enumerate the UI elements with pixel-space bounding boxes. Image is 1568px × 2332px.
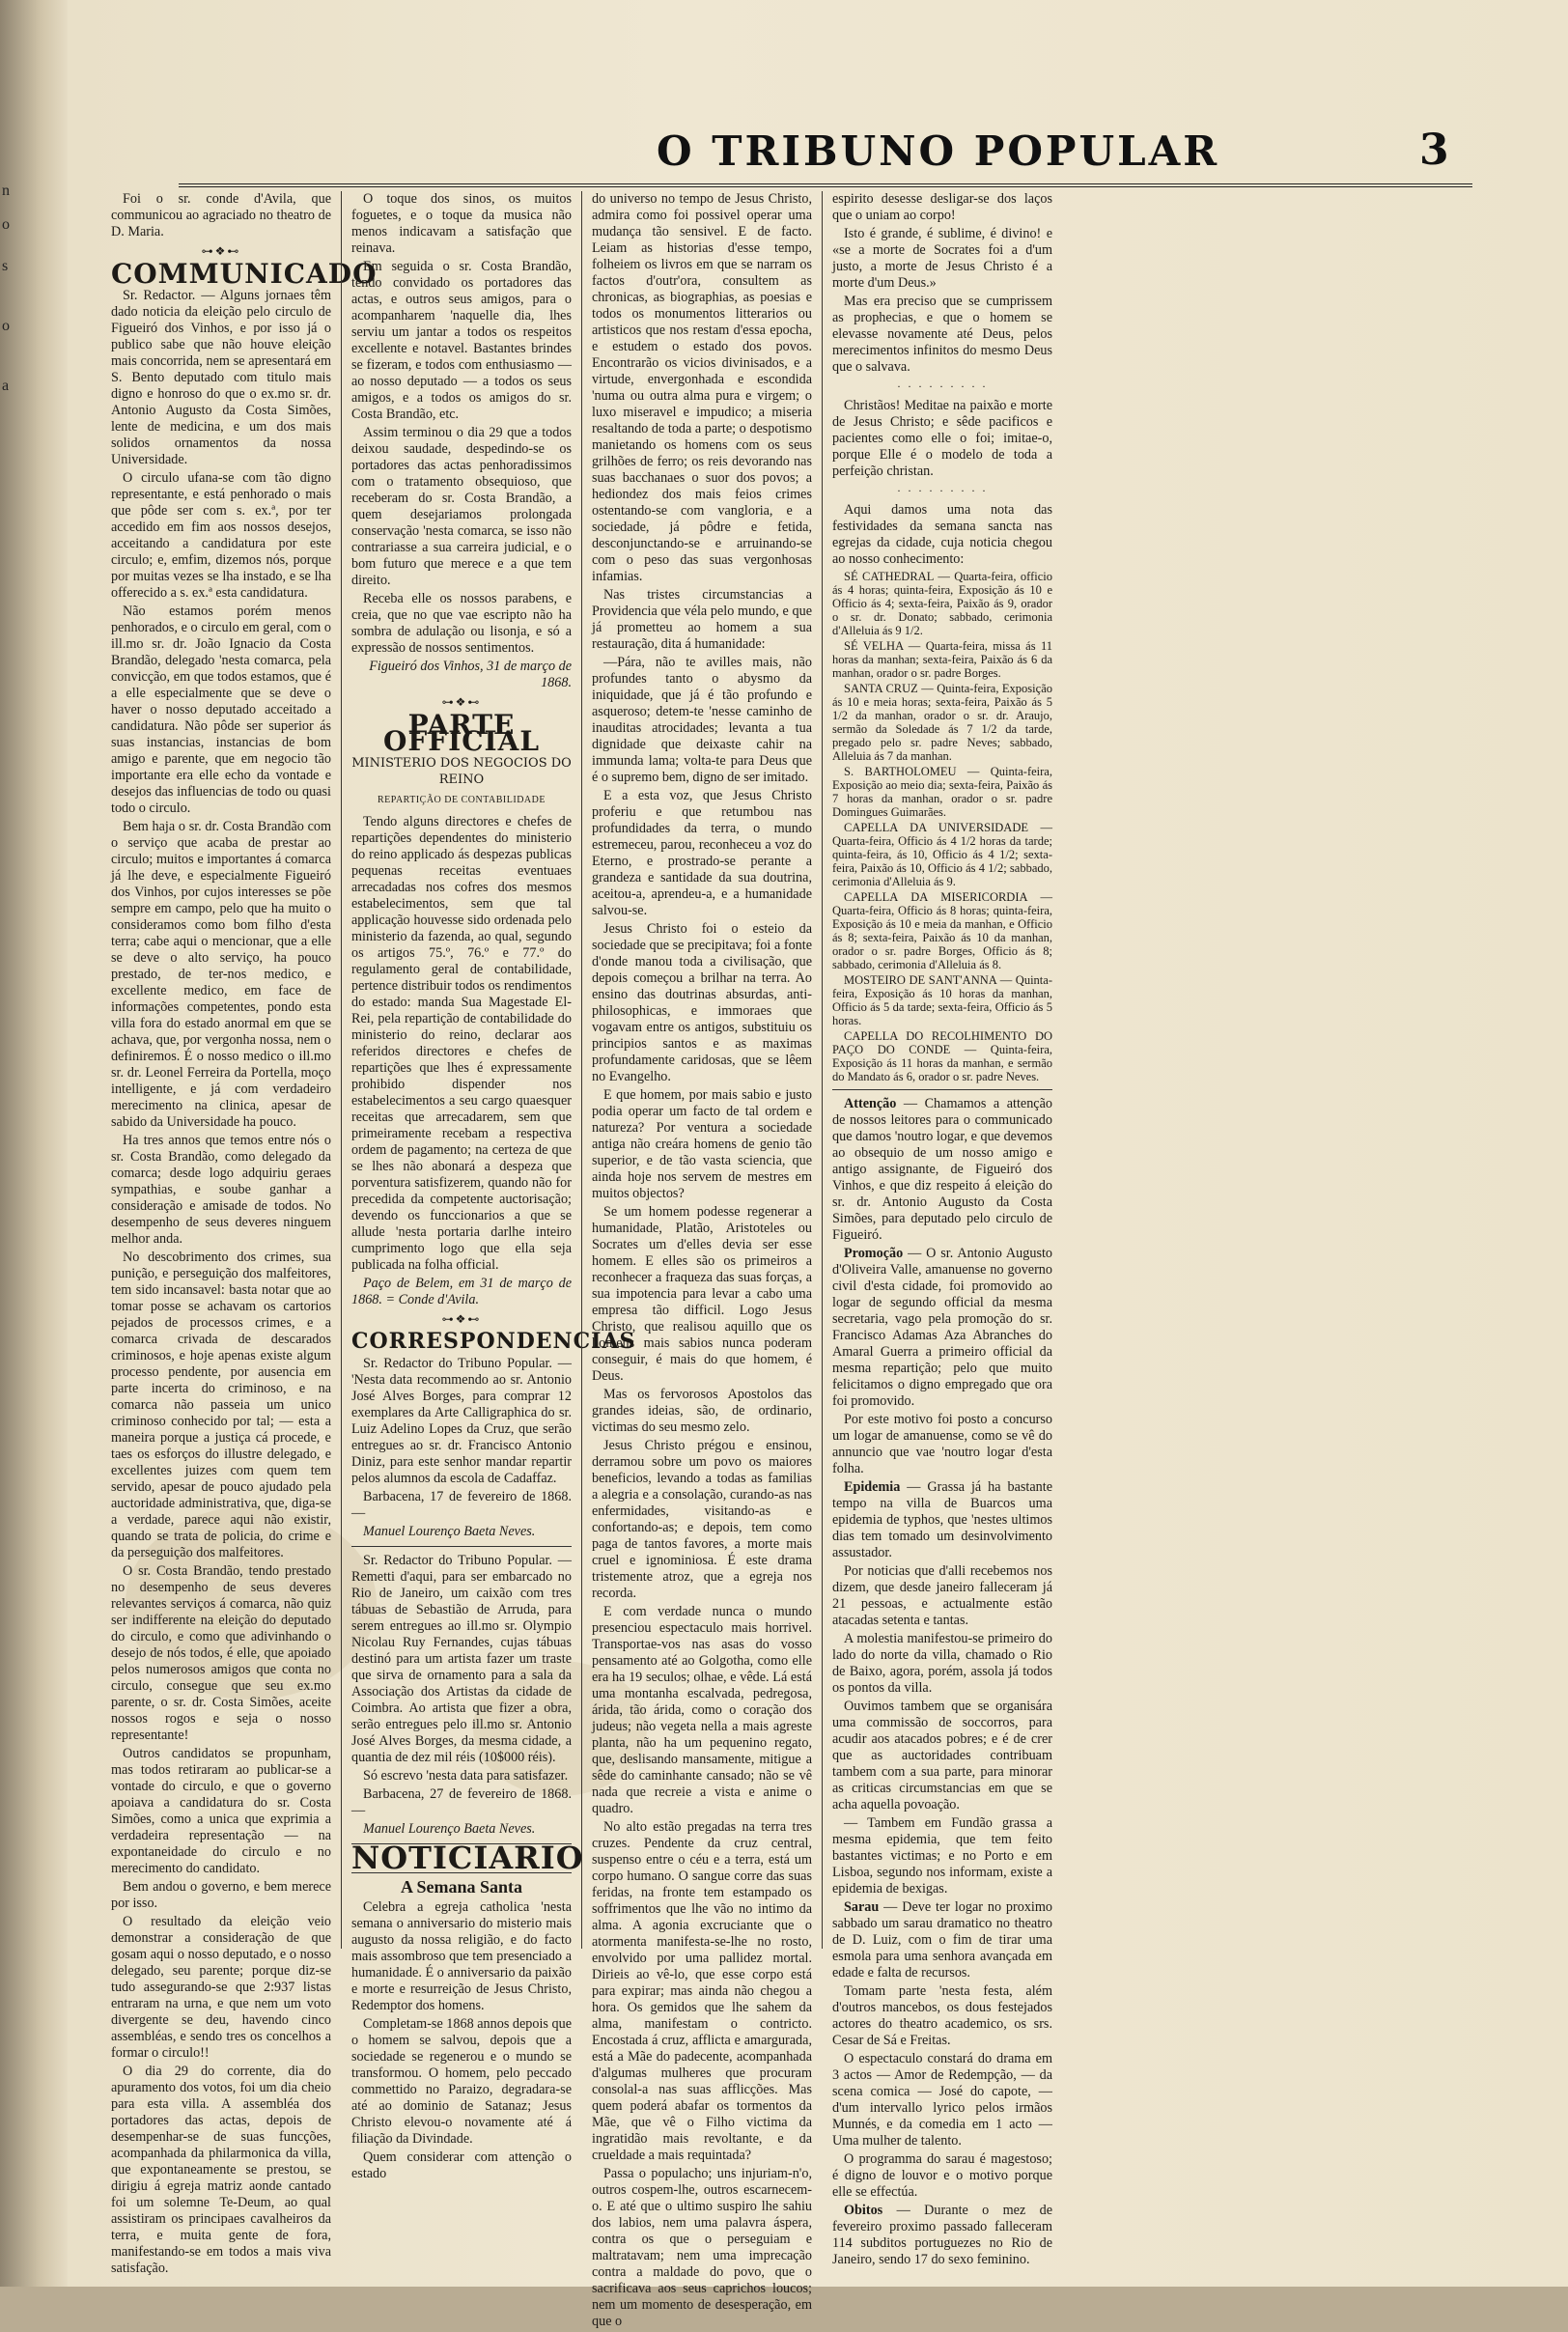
news-label: Sarau bbox=[844, 1899, 880, 1915]
column-4 bbox=[832, 191, 1052, 2270]
ornament-divider: ⊶❖⊷ bbox=[441, 695, 482, 709]
paragraph: O sr. Costa Brandão, tendo prestado no desempenho de seus deveres relevantes serviços á comarca, não quiz ser indifferente na eleição do deputado do circulo, e como que adivinhando o desejo de nós todos, é elle, que apoiado pelos numerosos amigos que conta no circulo, consegue que seu ex.mo parente, o sr. dr. Costa Simões, aceite nossos rogos e seja o nosso representante! bbox=[111, 1563, 331, 1743]
paragraph: Bem andou o governo, e bem merece por isso. bbox=[111, 1879, 331, 1911]
ornament-divider: ⊶❖⊷ bbox=[201, 244, 241, 258]
news-item-attencao bbox=[832, 1096, 1052, 1244]
column-1 bbox=[111, 191, 378, 2279]
paragraph: Não estamos porém menos penhorados, e o circulo em geral, com o ill.mo sr. dr. João Ignacio da Costa Brandão, delegado 'nesta comarca, pela convicção, em que todos estamos, que é a elle especialmente que se deve o haver o nosso deputado acceitado a candidatura. Não pôde ser superior ás suas instancias, instancias de bom amigo e parente, que em negocio tão importante era elle echo da vontade e desejos das influencias de todo ou quasi todo o circulo. bbox=[111, 604, 331, 816]
festivity-item: CAPELLA DA UNIVERSIDADE — Quarta-feira, Officio ás 4 1/2 horas da tarde; quinta-feira, ás 10, Officio ás 4 1/2; sexta-feira, Paixão ás 10, Officio ás 4 1/2; sabbado, cerimonia d'Alleluia ás 9. bbox=[832, 821, 1052, 888]
column-rule bbox=[581, 191, 582, 1949]
paragraph: O toque dos sinos, os muitos foguetes, e o toque da musica não menos indicavam a satisfação que reinava. bbox=[351, 191, 572, 256]
paragraph: Jesus Christo foi o esteio da sociedade que se precipitava; foi a fonte d'onde manou toda a civilisação, que depois começou a brilhar na terra. Ao ensino das doutrinas absurdas, anti-philosophicas, e immoraes que vogavam entre os antigos, substituiu os principios santos e as maximas profundamente caridosas, que se lêem no Evangelho. bbox=[592, 921, 812, 1084]
section-heading-noticiario: NOTICIARIO bbox=[351, 1840, 584, 1876]
paragraph: A molestia manifestou-se primeiro do lado do norte da villa, chamado o Rio de Baixo, agora, porém, assola já todos os pontos da villa. bbox=[832, 1631, 1052, 1696]
paragraph: Por noticias que d'alli recebemos nos dizem, que desde janeiro falleceram já 21 pessoas, e actualmente estão atacadas setenta e tantas. bbox=[832, 1563, 1052, 1628]
news-text: — Durante o mez de fevereiro proximo passado falleceram 114 subditos portuguezes no Rio de Janeiro, sendo 17 do sexo feminino. bbox=[832, 2203, 1052, 2267]
paragraph: Aqui damos uma nota das festividades da semana sancta nas egrejas da cidade, cuja noticia chegou ao nosso conhecimento: bbox=[832, 502, 1052, 567]
binding-spine bbox=[0, 0, 68, 2287]
paragraph: Por este motivo foi posto a concurso um logar de amanuense, como se vê do annuncio que vae 'noutro logar d'esta folha. bbox=[832, 1412, 1052, 1476]
paragraph: Nas tristes circumstancias a Providencia que véla pelo mundo, e que já prometteu ao homem a sua restauração, dita á humanidade: bbox=[592, 587, 812, 652]
paragraph: Christãos! Meditae na paixão e morte de Jesus Christo; e sêde pacificos e pacientes como elle o foi; imitae-o, porque Elle é o modelo de toda a perfeição christan. bbox=[832, 398, 1052, 479]
paragraph: espirito desesse desligar-se dos laços que o uniam ao corpo! bbox=[832, 191, 1052, 223]
paragraph: O programma do sarau é magestoso; é digno de louvor e o motivo porque elle se effectúa. bbox=[832, 2151, 1052, 2200]
paragraph: do universo no tempo de Jesus Christo, admira como foi possivel operar uma mudança tão sensivel. E de facto. Leiam as historias d'esse tempo, folheiem os livros em que se narram os factos d'outr'ora, consultem as chronicas, as biographias, as poesias e todos os monumentos litterarios ou artisticos que nos restam d'essa epocha, e estudem o estado dos povos. Encontrarão os vicios divinisados, e a virtude, envergonhada e escondida 'numa ou outra alma pura e virgem; o luxo miseravel e impudico; a miseria resaltando de toda a parte; o despotismo manietando os homens com os seus grilhões de ferro; os reis devorando nas suas bacchanaes o suor dos povos; a hediondez dos mais feios crimes ostentando-se com vangloria, e a sociedade, já pôdre e fetida, desconjunctando-se e arruinando-se com o peso das suas vergonhosas infamias. bbox=[592, 191, 812, 584]
ornament-divider: · · · · · · · · · bbox=[897, 484, 988, 497]
paragraph: Completam-se 1868 annos depois que o homem se salvou, depois que a sociedade se regenerou e o mundo se transformou. O homem, pelo peccado commettido no Paraizo, degradara-se até ao dominio de Satanaz; Jesus Christo elevou-o novamente até á filiação da Divindade. bbox=[351, 2016, 572, 2147]
paragraph: O espectaculo constará do drama em 3 actos — Amor de Redempção, — da scena comica — José do capote, — d'um intervallo lyrico pelos irmãos Munnés, e da comedia em 1 acto — Uma mulher de talento. bbox=[832, 2051, 1052, 2149]
paragraph: E a esta voz, que Jesus Christo proferiu e que retumbou nas profundidades da terra, o mundo estremeceu, parou, reconheceu a voz do Eterno, e prostrado-se perante a grandeza e santidade da sua doutrina, aceitou-a, aprendeu-a, e a humanidade salvou-se. bbox=[592, 788, 812, 918]
corr-signature: Manuel Lourenço Baeta Neves. bbox=[363, 1524, 536, 1539]
paragraph: Se um homem podesse regenerar a humanidade, Platão, Aristoteles ou Socrates um d'elles deviа ser esse homem. E elles são os primeiros a reconhecer a fraqueza das suas forças, a sua impotencia para levar a cabo uma empresa tão difficil. Logo Jesus Christo, que realisou aquillo que os homens mais sabios nunca poderam conseguir, é mais do que homem, é Deus. bbox=[592, 1204, 812, 1384]
news-item-obitos bbox=[832, 2203, 1052, 2268]
paragraph: Passa o populacho; uns injuriam-n'o, outros cospem-lhe, outros escarnecem-o. E até que o ultimo suspiro lhe sahiu dos labios, nem uma palavra áspera, contra os que o perseguiam e maltratavam; nem uma imprecação contra a maldade do povo, que o sacrificava aos seus caprichos loucos; nem um momento de desesperação, em que o bbox=[592, 2166, 812, 2329]
paragraph: Jesus Christo prégou e ensinou, derramou sobre um povo os maiores beneficios, levando a todas as familias a alegria e a consolação, curando-as nas enfermidades, visitando-as e confortando-as; e depois, tem como paga de tantos favores, a morte mais cruel e ignominiosa. É este drama tristemente atroz, que a egreja nos recorda. bbox=[592, 1438, 812, 1601]
masthead bbox=[434, 126, 1497, 183]
section-heading-communicado: COMMUNICADO bbox=[111, 258, 378, 290]
paragraph: Receba elle os nossos parabens, e creia, que no que vae escripto não ha sombra de adulação ou lisonja, e só a expressão de nossos sentimentos. bbox=[351, 591, 572, 656]
paragraph: Celebra a egreja catholica 'nesta semana o anniversario do misterio mais augusto da nossa religião, e do facto mais assombroso que tem presenciado a humanidade. É o anniversario da paixão e morte e resurreição de Jesus Christo, Redemptor dos homens. bbox=[351, 1899, 572, 2013]
news-label: Epidemia bbox=[844, 1479, 901, 1495]
header-rule bbox=[179, 183, 1472, 187]
paragraph: O resultado da eleição veio demonstrar a consideração de que gosam aqui o nosso deputado, e o nosso delegado, seu parente; porque diz-se tudo assegurando-se que 2:937 listas entraram na urna, e que nem um voto divergente se deu, havendo cinco assembléas, e sendo tres os concelhos a formar o circulo!! bbox=[111, 1914, 331, 2061]
section-heading-parte-official: PARTE OFFICIAL bbox=[382, 709, 541, 757]
paragraph: Mas os fervorosos Apostolos das grandes ideias, são, de ordinario, victimas do seu mesmo zelo. bbox=[592, 1387, 812, 1435]
paragraph: Bem haja o sr. dr. Costa Brandão com o serviço que acaba de prestar ao circulo; muitos e importantes á comarca já lhe deve, e especialmente Figueiró dos Vinhos, por cujos interesses se põe sempre em campo, pelo que ha muito o consideramos como bom filho d'esta terra; cabe aqui o mencionar, que a elle se deve o alto serviço, ha pouco prestado, de ter-nos medico, e excellente medico, em face de informações competentes, pondo esta villa fora do estado anormal em que se achava, que, por vergonha nossa, nem o definiremos. É o nosso medico o ill.mo sr. dr. Leonel Ferreira da Portella, moço intelligente, e já com verdadeiro merecimento na clinica, apesar de sabido da Universidade ha pouco. bbox=[111, 819, 331, 1130]
news-item-epidemia bbox=[832, 1479, 1052, 1561]
paragraph: Assim terminou o dia 29 que a todos deixou saudade, despedindo-se os portadores das actas penhoradissimos com o tratamento obsequioso, que receberam do sr. Costa Brandão, a quem desejariamos prolongada conservação 'nesta comarca, se isso não contrariasse a sua carreira judicial, e o bom futuro que merece e a que tem direito. bbox=[351, 425, 572, 588]
news-text: — Grassa já ha bastante tempo na villa de Buarcos uma epidemia de typhos, que 'nestes ultimos dias tem tomado um desinvolvimento assustador. bbox=[832, 1479, 1052, 1560]
paragraph: O circulo ufana-se com tão digno representante, e está penhorado o mais que pôde ser com s. ex.ª, por ter accedido em fim aos nossos desejos, acceitando a candidatura por este circulo; e, emfim, dizemos nós, porque por muitas vezes se lha instado, e se lha offerecido a s. ex.ª esta candidatura. bbox=[111, 470, 331, 601]
official-dateline: Paço de Belem, em 31 de março de 1868. = Conde d'Avila. bbox=[351, 1276, 572, 1307]
column-2 bbox=[351, 191, 636, 2184]
paragraph: Mas era preciso que se cumprissem as prophecias, e que o homem se elevasse novamente até Deus, pelos merecimentos infinitos do mesmo Deus que o salvava. bbox=[832, 294, 1052, 375]
paragraph: E com verdade nunca o mundo presenciou espectaculo mais horrivel. Transportae-vos nas asas do vosso pensamento até ao Golgotha, como elle era ha 19 seculos; olhae, e vêde. Lá está uma montanha escalvada, pedregosa, árida, tão árida, como o coração dos judeus; não vegeta nella a mais agreste planta, não ha um pequenino regato, que, deslisando mansamente, mitigue a sêde do caminhante cansado; não se vê nada que recreie a vista e anime o quadro. bbox=[592, 1604, 812, 1816]
news-text: — O sr. Antonio Augusto d'Oliveira Valle, amanuense no governo civil d'esta cidade, foi promovido ao logar de segundo official da mesma secretaria, vago pela promoção do sr. Francisco Adamas Aza Abranches do Amaral Guerra a primeiro official da mesma repartição; pelo que muito felicitamos o digno empregado que ora foi promovido. bbox=[832, 1246, 1053, 1409]
festivity-item: SANTA CRUZ — Quinta-feira, Exposição ás 10 e meia horas; sexta-feira, Paixão ás 5 1/2 da manhan, orador o sr. dr. Araujo, sermão da Soledade ás 7 1/2 da tarde, pregado pelo sr. padre Neves; sabbado, Alleluia ás 7 da manhan. bbox=[832, 682, 1052, 763]
divider bbox=[351, 1546, 572, 1547]
festivity-item: S. BARTHOLOMEU — Quinta-feira, Exposição ao meio dia; sexta-feira, Paixão ás 7 horas da manhan, orador o sr. padre Domingues Guimarães. bbox=[832, 765, 1052, 819]
paragraph: Tendo alguns directores e chefes de repartições dependentes do ministerio do reino applicado ás despezas publicas pequenas receitas eventuaes arrecadadas nos cofres dos mesmos estabelecimentos, sem que tal applicação houvesse sido ordenada pelo ministerio da fazenda, ao qual, segundo os artigos 75.º, 76.º e 77.º do regulamento geral de contabilidade, pertence distribuir todos os rendimentos do estado: manda Sua Magestade El-Rei, pela repartição de contabilidade do ministerio do reino, declarar aos referidos directores e chefes de repartições que lhes é expressamente prohibido dispender nos estabelecimentos a seu cargo quaesquer receitas que arrecadarem, sem que primeiramente recebam a respectiva ordem de pagamento; na certeza de que se lhes não abonará a despeza que porventura satisfizerem, quando não for precedida da competente auctorisação; devendo os funccionarios a que se allude 'nesta portaria darlhe inteiro cumprimento logo que ella seja publicada na folha official. bbox=[351, 814, 572, 1273]
news-text: — Deve ter logar no proximo sabbado um sarau dramatico no theatro de D. Luiz, com o fim de tirar uma esmola para uma senhora avançada em edade e falta de recursos. bbox=[832, 1899, 1053, 1981]
ornament-divider: ⊶❖⊷ bbox=[441, 1312, 482, 1326]
festivity-item: MOSTEIRO DE SANT'ANNA — Quinta-feira, Exposição ás 10 horas da manhan, Officio ás 5 da tarde; sexta-feira, Officio ás 5 horas. bbox=[832, 973, 1052, 1027]
festivity-item: SÉ CATHEDRAL — Quarta-feira, officio ás 4 horas; quinta-feira, Exposição ás 10 e Officio ás 4; sexta-feira, Paixão ás 9, orador o sr. dr. Donato; sabbado, cerimonia d'Alleluia ás 9 1/2. bbox=[832, 570, 1052, 637]
column-rule bbox=[341, 191, 342, 1949]
divider bbox=[832, 1089, 1052, 1090]
ministry-heading: MINISTERIO DOS NEGOCIOS DO REINO bbox=[351, 756, 572, 787]
news-item-promocao bbox=[832, 1246, 1052, 1410]
festivity-item: CAPELLA DO RECOLHIMENTO DO PAÇO DO CONDE — Quinta-feira, Exposição ás 11 horas da manhan, e sermão do Mandato ás 6, orador o sr. padre Neves. bbox=[832, 1029, 1052, 1083]
intro-paragraph: Foi o sr. conde d'Avila, que communicou ao agraciado no theatro de D. Maria. bbox=[111, 191, 331, 239]
ornament-divider: · · · · · · · · · bbox=[897, 379, 988, 393]
paragraph: Quem considerar com attenção o estado bbox=[351, 2149, 572, 2181]
page-number: 3 bbox=[1419, 126, 1449, 175]
paragraph: Sr. Redactor do Tribuno Popular. — 'Nesta data recommendo ao sr. Antonio José Alves Borges, para comprar 12 exemplares da Arte Calligraphica do sr. Luiz Adelino Lopes da Cruz, que serão entregues ao sr. dr. Francisco Antonio Diniz, para este senhor mandar repartir pelos alumnos da escola de Cadaffaz. bbox=[351, 1356, 572, 1486]
corr-signature: Manuel Lourenço Baeta Neves. bbox=[363, 1821, 536, 1837]
spine-char: s bbox=[2, 258, 9, 274]
paragraph: Sr. Redactor. — Alguns jornaes têm dado noticia da eleição pelo circulo de Figueiró dos Vinhos, e por isso já o publico sabe que não houve eleição mais concorrida, nem se apresentará em S. Bento deputado com titulo mais digno e honroso do que o ex.mo sr. dr. Antonio Augusto da Costa Simões, lente de medicina, e um dos mais solidos ornamentos da nossa Universidade. bbox=[111, 288, 331, 467]
paragraph: — Tambem em Fundão grassa a mesma epidemia, que tem feito bastantes victimas; e no Porto e em Lisboa, segundo nos informam, existe a epidemia de bexigas. bbox=[832, 1815, 1052, 1897]
paragraph: —Pára, não te avilles mais, não profundes tanto o abysmo da iniquidade, que já é tão profundo e asqueroso; detem-te 'nesse caminho de inauditas atrocidades; levanta a tua dignidade que deixaste cahir na immunda lama; volta-te para Deus que é o supremo bem, digno de ser imitado. bbox=[592, 655, 812, 785]
news-label: Attenção bbox=[844, 1096, 897, 1111]
spine-char: o bbox=[2, 216, 10, 233]
paragraph: Só escrevo 'nesta data para satisfazer. bbox=[363, 1768, 569, 1784]
paragraph: Outros candidatos se propunham, mas todos retiraram ao publicar-se a vontade do circulo, e que o governo apoiava a candidatura do sr. Costa Simões, como a unica que exprimia a verdadeira representação — na expontaneidade do circulo e no merecimento do candidato. bbox=[111, 1746, 331, 1876]
paragraph: Sr. Redactor do Tribuno Popular. — Remetti d'aqui, para ser embarcado no Rio de Janeiro, um caixão com tres tábuas de Sebastião de Arruda, para serem entregues ao ill.mo sr. Olympio Nicolau Ruy Fernandes, cujas tábuas destinó para um artista fazer um traste que sirva de ornamento para a sala da Associação dos Artistas da cidade de Coimbra. Ao artista que fizer a obra, serão entregues pelo ill.mo sr. Antonio José Alves Borges, da mesma cidade, a quantia de dez mil réis (10$000 réis). bbox=[351, 1553, 572, 1765]
column-rule bbox=[822, 191, 823, 1949]
spine-char: a bbox=[2, 378, 10, 394]
subheading-semana-santa: A Semana Santa bbox=[400, 1877, 523, 1897]
section-heading-correspondencias: CORRESPONDENCIAS bbox=[351, 1329, 636, 1354]
paragraph: Em seguida o sr. Costa Brandão, tendo convidado os portadores das actas, e outros seus amigos, para o acompanharem 'naquelle dia, lhes serviu um jantar a todos os respeitos excellente e notavel. Bastantes brindes se fizeram, e todos com enthusiasmo — ao nosso deputado — a todos os seus amigos, e a todos os amigos do sr. Costa Brandão, etc. bbox=[351, 259, 572, 422]
paragraph: No alto estão pregadas na terra tres cruzes. Pendente da cruz central, suspenso entre o céu e a terra, está um corpo humano. O sangue corre das suas feridas, na fronte tem estampado os soffrimentos que lhe vão no intimo da alma. A agonia excruciante que o atormenta manifesta-se-lhe no rosto, envolvido por uma pallidez mortal. Dirieis ao vê-lo, que esse corpo está para expirar; mas ainda não chegou a hora. Os gemidos que lhe sahem da alma, manifestam o contricto. Encostada á cruz, afflicta e amargurada, está a Mãe do padecente, acompanhada d'algumas mulheres que procuram consolal-a nas suas afflicções. Mas quem poderá abafar os tormentos da Mãe, que vê o Filho victima da ingratidão mais revoltante, e da crueldade a mais requintada? bbox=[592, 1819, 812, 2163]
newspaper-title: O TRIBUNO POPULAR bbox=[657, 127, 1220, 175]
dateline: Figueiró dos Vinhos, 31 de março de 1868. bbox=[369, 659, 572, 690]
newspaper-page bbox=[68, 0, 1568, 2329]
repartition-heading: REPARTIÇÃO DE CONTABILIDADE bbox=[378, 795, 546, 805]
festivity-item: CAPELLA DA MISERICORDIA — Quarta-feira, Officio ás 8 horas; quinta-feira, Exposição ás 10 e meia da manhan, e Officio ás 8; sexta-feira, Paixão ás 10 da manhan, orador o sr. padre Borges, Officio ás 8; sabbado, cerimonia d'Alleluia ás 8. bbox=[832, 890, 1052, 971]
paragraph: Ha tres annos que temos entre nós o sr. Costa Brandão, como delegado da comarca; desde logo adquiriu geraes sympathias, e soube ganhar a consideração e amisade de todos. No desempenho de seus deveres ninguem melhor anda. bbox=[111, 1133, 331, 1247]
corr-date: Barbacena, 27 de fevereiro de 1868. — bbox=[351, 1786, 572, 1818]
paragraph: Tomam parte 'nesta festa, além d'outros mancebos, os dous festejados actores do theatro academico, os srs. Cesar de Sá e Freitas. bbox=[832, 1983, 1052, 2048]
paragraph: O dia 29 do corrente, dia do apuramento dos votos, foi um dia cheio para esta villa. A assembléa dos portadores das actas, depois de desempenhar-se de suas funcções, acompanhada da philarmonica da villa, que expontaneamente se prestou, se dirigiu á egreja matriz aonde cantado foi um solemne Te-Deum, ao qual assistiram os principaes cavalheiros da terra, e muita gente de fora, manifestando-se em todos a mais viva satisfação. bbox=[111, 2064, 331, 2276]
news-item-sarau bbox=[832, 1899, 1052, 1981]
spine-char: o bbox=[2, 318, 10, 334]
news-label: Promoção bbox=[844, 1246, 904, 1261]
spine-char: n bbox=[2, 183, 10, 199]
paragraph: E que homem, por mais sabio e justo podia operar um facto de tal ordem e natureza? Por ventura a sociedade antiga não creára homens de genio tão superior, e de tão vasta sciencia, que ainda hoje nos servem de mestres em muitos objectos? bbox=[592, 1087, 812, 1201]
news-text: — Chamamos a attenção de nossos leitores para o communicado que damos 'noutro logar, e que devemos ao obsequio de um nosso amigo e antigo assignante, de Figueiró dos Vinhos, e que diz respeito á eleição do sr. dr. Antonio Augusto da Costa Simões, para deputado pelo circulo de Figueiró. bbox=[832, 1096, 1052, 1243]
paragraph: Isto é grande, é sublime, é divino! e «se a morte de Socrates foi a d'um justo, a morte de Jesus Christo é a morte d'um Deus.» bbox=[832, 226, 1052, 291]
news-label: Obitos bbox=[844, 2203, 883, 2218]
column-3 bbox=[592, 191, 812, 2332]
corr-date: Barbacena, 17 de fevereiro de 1868. — bbox=[351, 1489, 572, 1521]
festivity-item: SÉ VELHA — Quarta-feira, missa ás 11 horas da manhan; sexta-feira, Paixão ás 6 da manhan, orador o sr. padre Borges. bbox=[832, 639, 1052, 680]
paragraph: Ouvimos tambem que se organisára uma commissão de soccorros, para acudir aos atacados pobres; e é de crer que as auctoridades contribuam tambem com a sua parte, para minorar as criticas circumstancias em que se acha aquella povoação. bbox=[832, 1699, 1052, 1812]
paragraph: No descobrimento dos crimes, sua punição, e perseguição dos malfeitores, tem sido incansavel: basta notar que ao tomar posse se achavam os cartorios pejados de processos crimes, e a comarca crivada de descarados criminosos, e hoje apenas existe algum processo pendente, por ausencia em parte incerta do criminoso, e na comarca não passeia um unico criminoso conhecido por tal; — esta a maneira porque a justiça cá procede, e taes os esforços do illustre delegado, e excellentes juizes com quem tem servido, apesar de pouco ajudado pela auctoridade administrativa, que, diga-se a verdade, parece aqui não existir, quando se trata de policia, do crime e da perseguição dos malfeitores. bbox=[111, 1250, 331, 1560]
